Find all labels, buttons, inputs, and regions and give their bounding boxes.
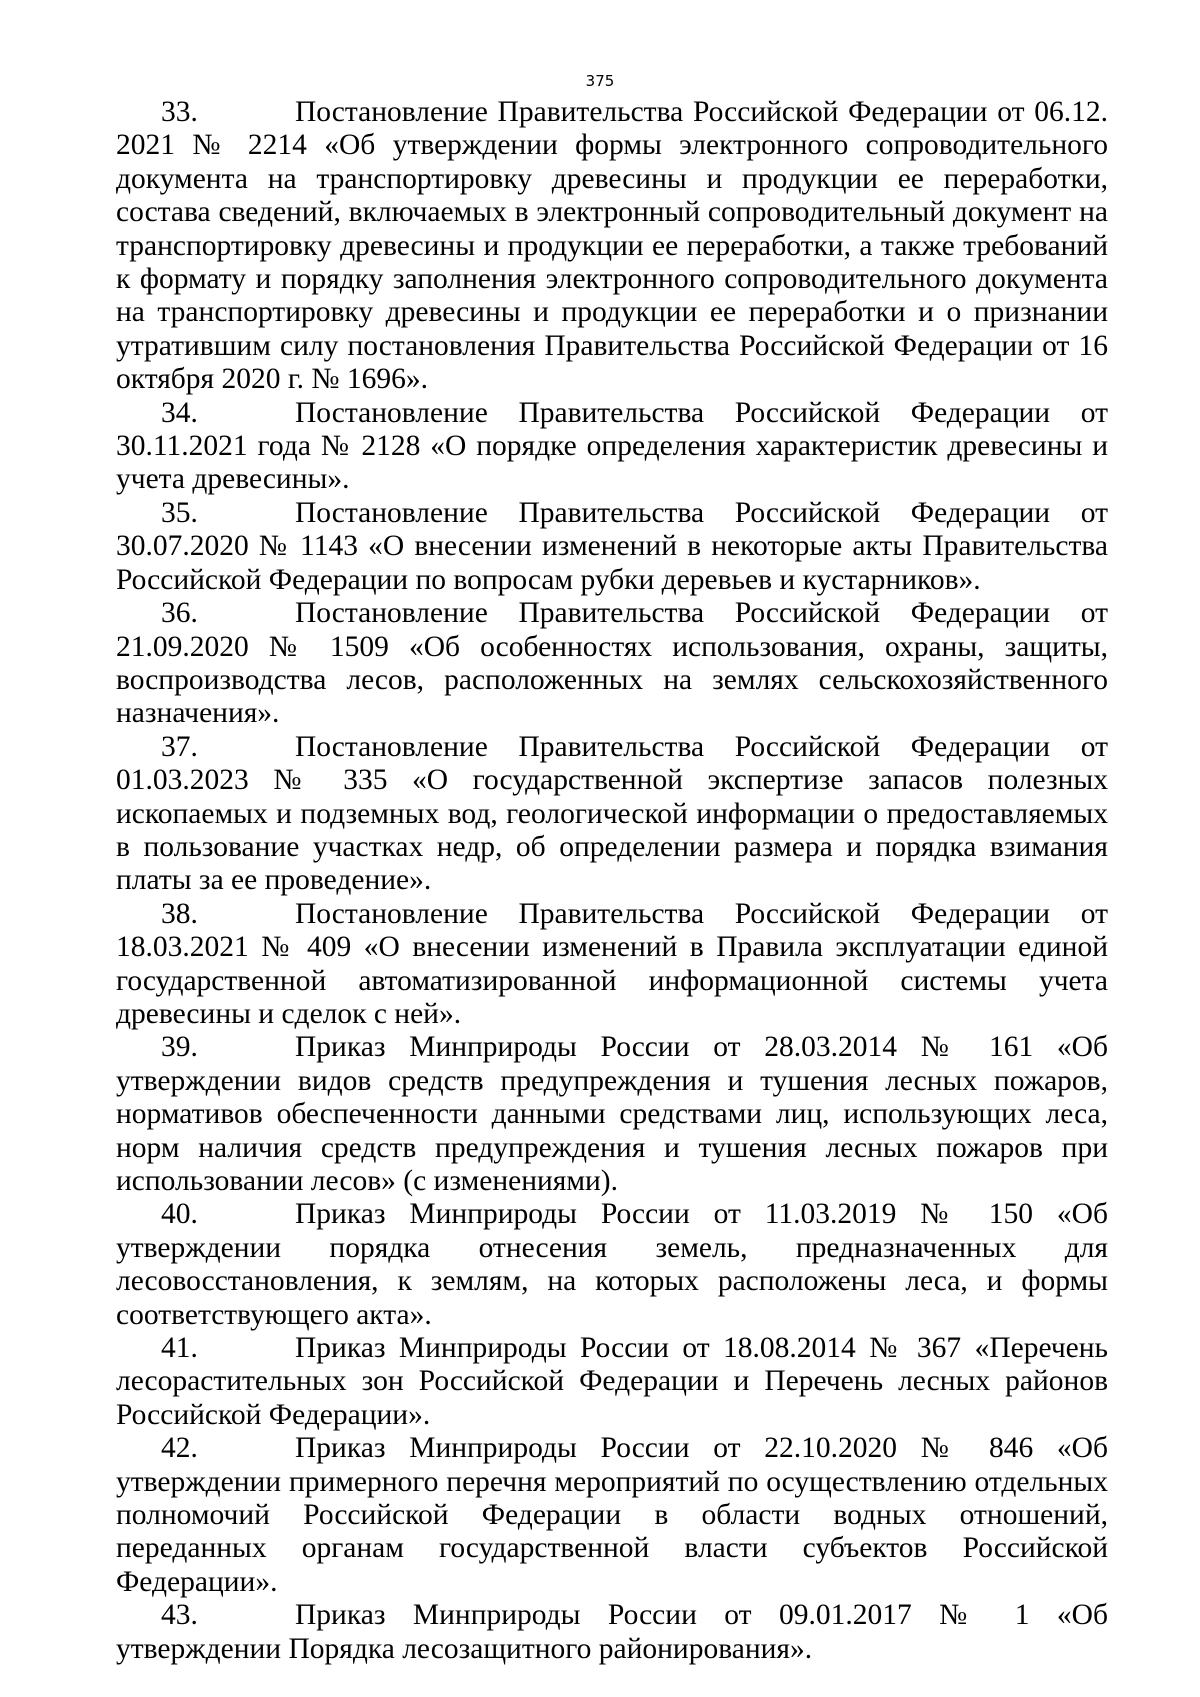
item-number: 33. — [161, 96, 198, 128]
list-item-38 — [116, 898, 1108, 1032]
list-item-39 — [116, 1031, 1108, 1198]
item-text: Постановление Правительства Российской Федерации от 30.11.2021 года № 2128 «О порядке определения характеристик древесины и учета древесины». — [116, 396, 1108, 496]
item-text: Приказ Минприроды России от 09.01.2017 № 1 «Об утверждении Порядка лесозащитного районирования». — [116, 1599, 1108, 1665]
item-number: 41. — [161, 1332, 198, 1365]
item-number: 34. — [161, 396, 198, 429]
item-text: Постановление Правительства Российской Федерации от 06.12. 2021 № 2214 «Об утверждении формы электронного сопроводительного документа на транспортировку древесины и продукции ее переработки, состава сведений, включаемых в электронный сопроводительный документ на транспортировку древесины и продукции ее переработки, а также требований к формату и порядку заполнения электронного сопроводительного документа на транспортировку древесины и продукции ее переработки и о признании утратившим силу постановления Правительства Российской Федерации от 16 октября 2020 г. № 1696». — [116, 96, 1108, 396]
list-item-34 — [116, 397, 1108, 497]
list-item-43 — [116, 1599, 1108, 1666]
item-text: Постановление Правительства Российской Федерации от 30.07.2020 № 1143 «О внесении изменений в некоторые акты Правительства Российской Федерации по вопросам рубки деревьев и кустарников». — [116, 496, 1108, 596]
legal-acts-list — [116, 96, 1108, 1666]
item-number: 42. — [161, 1432, 198, 1465]
item-text: Приказ Минприроды России от 22.10.2020 № 846 «Об утверждении примерного перечня мероприятий по осуществлению отдельных полномочий Российской Федерации в области водных отношений, переданных органам государственной власти субъектов Российской Федерации». — [116, 1432, 1108, 1598]
item-text: Постановление Правительства Российской Федерации от 21.09.2020 № 1509 «Об особенностях использования, охраны, защиты, воспроизводства лесов, расположенных на землях сельскохозяйственного назначения». — [116, 597, 1108, 730]
item-number: 37. — [161, 730, 198, 763]
list-item-41 — [116, 1332, 1108, 1432]
item-text: Приказ Минприроды России от 11.03.2019 № 150 «Об утверждении порядка отнесения земель, предназначенных для лесовосстановления, к землям, на которых расположены леса, и формы соответствующего акта». — [116, 1198, 1108, 1331]
list-item-35 — [116, 497, 1108, 597]
item-number: 43. — [161, 1599, 198, 1632]
item-number: 35. — [161, 496, 198, 529]
item-number: 38. — [161, 897, 198, 930]
item-number: 36. — [161, 597, 198, 630]
item-number: 39. — [161, 1031, 198, 1064]
page-number: 375 — [585, 72, 615, 90]
list-item-42 — [116, 1432, 1108, 1599]
item-number: 40. — [161, 1198, 198, 1231]
list-item-33 — [116, 96, 1108, 397]
item-text: Постановление Правительства Российской Федерации от 18.03.2021 № 409 «О внесении изменений в Правила эксплуатации единой государственной автоматизированной информационной системы учета древесины и сделок с ней». — [116, 897, 1108, 1030]
list-item-37 — [116, 731, 1108, 898]
item-text: Постановление Правительства Российской Федерации от 01.03.2023 № 335 «О государственной экспертизе запасов полезных ископаемых и подземных вод, геологической информации о предоставляемых в пользование участках недр, об определении размера и порядка взимания платы за ее проведение». — [116, 730, 1108, 897]
list-item-40 — [116, 1198, 1108, 1332]
item-text: Приказ Минприроды России от 18.08.2014 № 367 «Перечень лесорастительных зон Российской Федерации и Перечень лесных районов Российской Федерации». — [116, 1332, 1108, 1431]
list-item-36 — [116, 597, 1108, 731]
item-text: Приказ Минприроды России от 28.03.2014 № 161 «Об утверждении видов средств предупреждения и тушения лесных пожаров, нормативов обеспеченности данными средствами лиц, использующих леса, норм наличия средств предупреждения и тушения лесных пожаров при использовании лесов» (с изменениями). — [116, 1031, 1108, 1197]
